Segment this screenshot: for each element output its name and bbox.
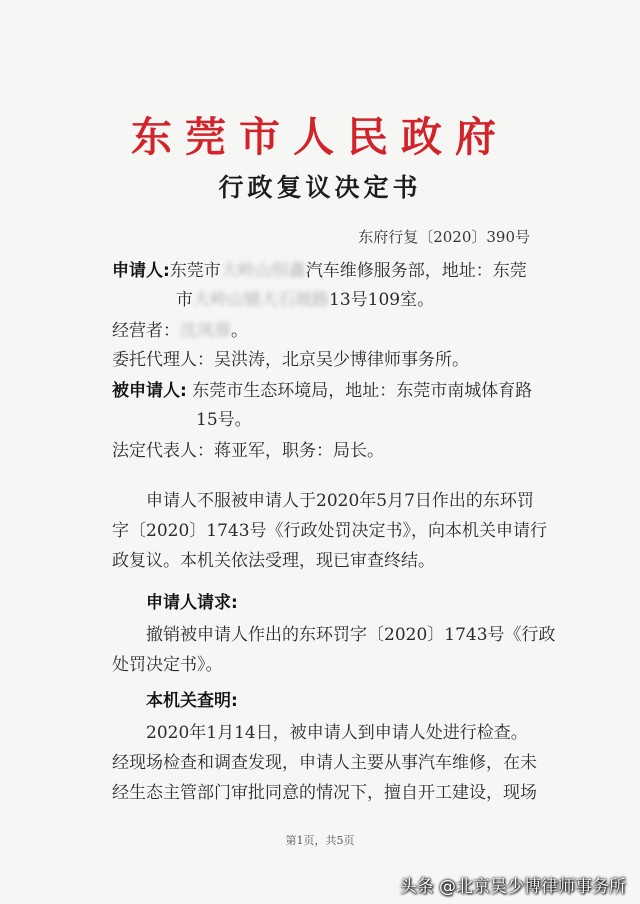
request-line-2: 处罚决定书》。 [112,655,223,675]
document-title: 行政复议决定书 [218,173,422,202]
intro-line-2: 字〔2020〕1743号《行政处罚决定书》，向本机关申请行 [112,521,548,541]
agent-line: 委托代理人：吴洪涛，北京吴少博律师事务所。 [112,350,469,370]
issuing-organization: 东莞市人民政府 [131,113,509,161]
page-number-footer: 第1页，共5页 [285,834,355,847]
document-number: 东府行复〔2020〕390号 [358,228,530,246]
operator-post: 。 [231,321,248,341]
findings-line-1: 2020年1月14日，被申请人到申请人处进行检查。 [146,723,528,743]
respondent-text-1: 东莞市生态环境局，地址：东莞市南城体育路 [192,381,533,401]
applicant-redacted-name: 大岭山恒鑫 [220,261,306,281]
applicant-text-post: 汽车维修服务部，地址：东莞 [305,261,527,281]
applicant-text-pre: 东莞市 [169,261,221,281]
findings-heading: 本机关查明: [146,691,238,711]
respondent-line-2: 15号。 [196,410,252,430]
respondent-line-1 [112,376,532,401]
respondent-label: 被申请人: [112,381,187,401]
request-heading: 申请人请求: [146,593,238,613]
intro-line-1: 申请人不服被申请人于2020年5月7日作出的东环罚 [146,491,534,511]
legal-rep-line: 法定代表人：蒋亚军，职务：局长。 [112,441,384,461]
operator-redacted-name: 沈凤蓉 [180,321,231,341]
findings-line-2: 经现场检查和调查发现，申请人主要从事汽车维修，在未 [112,753,537,773]
applicant-redacted-address: 大岭山镇大石坡路 [193,290,329,310]
operator-line [112,316,248,341]
request-line-1: 撤销被申请人作出的东环罚字〔2020〕1743号《行政 [146,625,556,645]
applicant-line-2 [176,285,434,310]
findings-line-3: 经生态主管部门审批同意的情况下，擅自开工建设，现场 [112,783,537,803]
applicant-line-1 [112,256,527,281]
intro-line-3: 政复议。本机关依法受理，现已审查终结。 [112,551,435,571]
applicant-label: 申请人: [112,261,170,281]
platform-watermark: 头条 @北京吴少博律师事务所 [399,877,626,897]
applicant-addr-post: 13号109室。 [329,290,435,310]
applicant-addr-pre: 市 [176,290,193,310]
operator-label: 经营者： [112,321,180,341]
